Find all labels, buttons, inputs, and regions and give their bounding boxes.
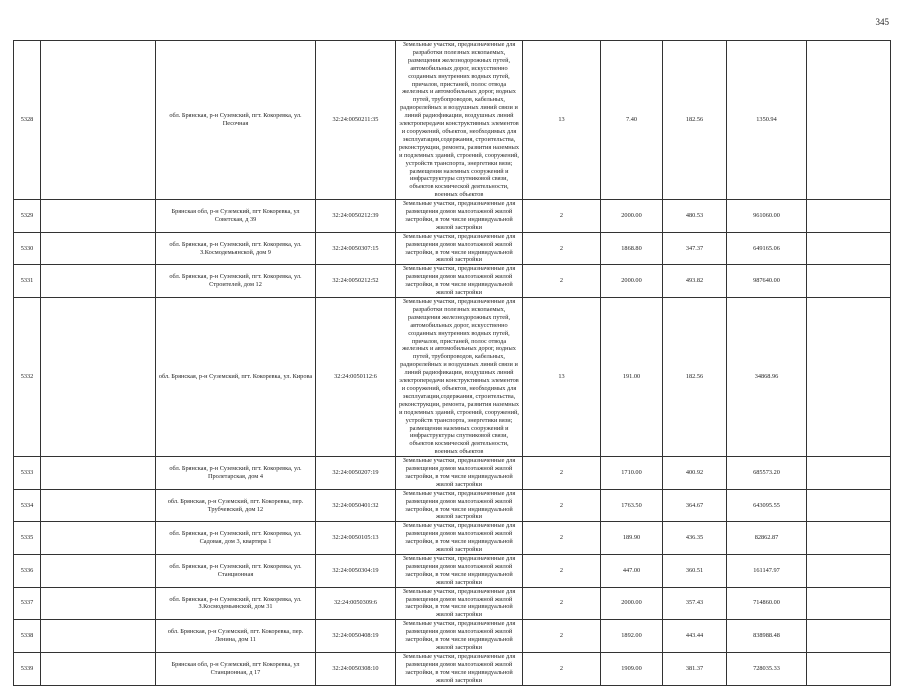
use-group-cell: 2 bbox=[523, 522, 601, 555]
blank-cell bbox=[41, 555, 156, 588]
address-cell: обл. Брянская, р-н Суземский, пгт. Кокоревка, пер. Трубчевский, дом 12 bbox=[156, 489, 316, 522]
parcel-number-cell: 5333 bbox=[14, 457, 41, 490]
blank-cell bbox=[41, 232, 156, 265]
cadastral-value-cell: 34868.96 bbox=[727, 298, 807, 457]
table-row bbox=[14, 587, 891, 620]
area-cell: 2000.00 bbox=[601, 587, 663, 620]
cadastral-number-cell: 32:24:0050212:52 bbox=[316, 265, 396, 298]
blank-cell bbox=[41, 298, 156, 457]
parcel-number-cell: 5334 bbox=[14, 489, 41, 522]
land-use-cell: Земельные участки, предназначенные для размещения домов малоэтажной жилой застройки, в том числе индивидуальной жилой застройки bbox=[396, 232, 523, 265]
cadastral-number-cell: 32:24:0050105:13 bbox=[316, 522, 396, 555]
cadastral-number-cell: 32:24:0050211:35 bbox=[316, 41, 396, 200]
specific-value-cell: 400.92 bbox=[663, 457, 727, 490]
parcel-number-cell: 5335 bbox=[14, 522, 41, 555]
area-cell: 1892.00 bbox=[601, 620, 663, 653]
cadastral-number-cell: 32:24:0050309:6 bbox=[316, 587, 396, 620]
address-cell: обл. Брянская, р-н Суземский, пгт. Кокоревка, ул. Песочная bbox=[156, 41, 316, 200]
land-registry-table bbox=[13, 40, 891, 686]
cadastral-value-cell: 643095.55 bbox=[727, 489, 807, 522]
specific-value-cell: 182.56 bbox=[663, 41, 727, 200]
land-use-cell: Земельные участки, предназначенные для размещения домов малоэтажной жилой застройки, в том числе индивидуальной жилой застройки bbox=[396, 620, 523, 653]
cadastral-number-cell: 32:24:0050307:15 bbox=[316, 232, 396, 265]
table-row bbox=[14, 41, 891, 200]
cadastral-number-cell: 32:24:0050212:39 bbox=[316, 200, 396, 233]
specific-value-cell: 347.37 bbox=[663, 232, 727, 265]
area-cell: 1710.00 bbox=[601, 457, 663, 490]
address-cell: Брянская обл, р-н Суземский, пгт Кокоревка, ул Станционная, д 17 bbox=[156, 652, 316, 685]
cadastral-value-cell: 987640.00 bbox=[727, 265, 807, 298]
area-cell: 1909.00 bbox=[601, 652, 663, 685]
land-use-cell: Земельные участки, предназначенные для размещения домов малоэтажной жилой застройки, в том числе индивидуальной жилой застройки bbox=[396, 522, 523, 555]
blank-cell bbox=[41, 620, 156, 653]
address-cell: обл. Брянская, р-н Суземский, пгт. Кокоревка, ул. Кирова bbox=[156, 298, 316, 457]
blank-cell bbox=[807, 457, 891, 490]
address-cell: обл. Брянская, р-н Суземский, пгт. Кокоревка, пер. Ленина, дом 11 bbox=[156, 620, 316, 653]
use-group-cell: 2 bbox=[523, 457, 601, 490]
blank-cell bbox=[807, 522, 891, 555]
table-row bbox=[14, 232, 891, 265]
specific-value-cell: 182.56 bbox=[663, 298, 727, 457]
cadastral-value-cell: 838988.48 bbox=[727, 620, 807, 653]
registry-body bbox=[14, 41, 891, 686]
area-cell: 2000.00 bbox=[601, 200, 663, 233]
cadastral-value-cell: 82862.87 bbox=[727, 522, 807, 555]
table-row bbox=[14, 457, 891, 490]
specific-value-cell: 364.67 bbox=[663, 489, 727, 522]
blank-cell bbox=[41, 652, 156, 685]
cadastral-value-cell: 161147.97 bbox=[727, 555, 807, 588]
table-row bbox=[14, 200, 891, 233]
blank-cell bbox=[41, 522, 156, 555]
blank-cell bbox=[41, 457, 156, 490]
cadastral-value-cell: 961060.00 bbox=[727, 200, 807, 233]
blank-cell bbox=[41, 489, 156, 522]
table-row bbox=[14, 652, 891, 685]
table-row bbox=[14, 620, 891, 653]
area-cell: 1868.80 bbox=[601, 232, 663, 265]
blank-cell bbox=[807, 41, 891, 200]
area-cell: 189.90 bbox=[601, 522, 663, 555]
blank-cell bbox=[807, 232, 891, 265]
blank-cell bbox=[41, 41, 156, 200]
land-use-cell: Земельные участки, предназначенные для размещения домов малоэтажной жилой застройки, в том числе индивидуальной жилой застройки bbox=[396, 457, 523, 490]
land-use-cell: Земельные участки, предназначенные для разработки полезных ископаемых, размещения железнодорожных путей, автомобильных дорог, искусственно созданных внутренних водных путей, причалов, пристаней, полос отвода железных и автомобильных дорог, водных путей, трубопроводов, кабельных, радиорелейных и воздушных линий связи и линий радиофикации, воздушных линий электропередачи конструктивных элементов и сооружений, объектов, необходимых для эксплуатации,содержания, строительства, реконструкции, ремонта, развития наземных и подземных зданий, строений, сооружений, устройств транспорта, энергетики вязи; размещения наземных сооружений и инфраструктуры спутниковой связи, объектов космической деятельности, военных объектов bbox=[396, 298, 523, 457]
use-group-cell: 2 bbox=[523, 620, 601, 653]
land-use-cell: Земельные участки, предназначенные для разработки полезных ископаемых, размещения железнодорожных путей, автомобильных дорог, искусственно созданных внутренних водных путей, причалов, пристаней, полос отвода железных и автомобильных дорог, водных путей, трубопроводов, кабельных, радиорелейных и воздушных линий связи и линий радиофикации, воздушных линий электропередачи конструктивных элементов и сооружений, объектов, необходимых для эксплуатации,содержания, строительства, реконструкции, ремонта, развития наземных и подземных зданий, строений, сооружений, устройств транспорта, энергетики вязи; размещения наземных сооружений и инфраструктуры спутниковой связи, объектов космической деятельности, военных объектов bbox=[396, 41, 523, 200]
use-group-cell: 2 bbox=[523, 232, 601, 265]
cadastral-value-cell: 728035.33 bbox=[727, 652, 807, 685]
address-cell: обл. Брянская, р-н Суземский, пгт. Кокоревка, ул. З.Космодемьянской, дом 9 bbox=[156, 232, 316, 265]
land-use-cell: Земельные участки, предназначенные для размещения домов малоэтажной жилой застройки, в том числе индивидуальной жилой застройки bbox=[396, 265, 523, 298]
use-group-cell: 2 bbox=[523, 200, 601, 233]
parcel-number-cell: 5330 bbox=[14, 232, 41, 265]
cadastral-value-cell: 714860.00 bbox=[727, 587, 807, 620]
cadastral-number-cell: 32:24:0050112:6 bbox=[316, 298, 396, 457]
cadastral-number-cell: 32:24:0050304:19 bbox=[316, 555, 396, 588]
table-row bbox=[14, 265, 891, 298]
address-cell: Брянская обл, р-н Суземский, пгт Кокоревка, ул Советская, д 39 bbox=[156, 200, 316, 233]
blank-cell bbox=[807, 652, 891, 685]
area-cell: 447.00 bbox=[601, 555, 663, 588]
parcel-number-cell: 5331 bbox=[14, 265, 41, 298]
area-cell: 7.40 bbox=[601, 41, 663, 200]
page-number: 345 bbox=[875, 17, 889, 27]
area-cell: 191.00 bbox=[601, 298, 663, 457]
table-row bbox=[14, 555, 891, 588]
blank-cell bbox=[41, 587, 156, 620]
blank-cell bbox=[807, 265, 891, 298]
area-cell: 1763.50 bbox=[601, 489, 663, 522]
blank-cell bbox=[807, 587, 891, 620]
address-cell: обл. Брянская, р-н Суземский, пгт. Кокоревка, ул. Станционная bbox=[156, 555, 316, 588]
land-use-cell: Земельные участки, предназначенные для размещения домов малоэтажной жилой застройки, в том числе индивидуальной жилой застройки bbox=[396, 489, 523, 522]
land-use-cell: Земельные участки, предназначенные для размещения домов малоэтажной жилой застройки, в том числе индивидуальной жилой застройки bbox=[396, 200, 523, 233]
parcel-number-cell: 5328 bbox=[14, 41, 41, 200]
blank-cell bbox=[807, 489, 891, 522]
table-row bbox=[14, 489, 891, 522]
use-group-cell: 13 bbox=[523, 298, 601, 457]
use-group-cell: 2 bbox=[523, 652, 601, 685]
parcel-number-cell: 5336 bbox=[14, 555, 41, 588]
use-group-cell: 2 bbox=[523, 555, 601, 588]
parcel-number-cell: 5337 bbox=[14, 587, 41, 620]
address-cell: обл. Брянская, р-н Суземский, пгт. Кокоревка, ул. Пролетарская, дом 4 bbox=[156, 457, 316, 490]
use-group-cell: 2 bbox=[523, 587, 601, 620]
cadastral-number-cell: 32:24:0050207:19 bbox=[316, 457, 396, 490]
specific-value-cell: 360.51 bbox=[663, 555, 727, 588]
cadastral-number-cell: 32:24:0050408:19 bbox=[316, 620, 396, 653]
blank-cell bbox=[807, 555, 891, 588]
blank-cell bbox=[807, 620, 891, 653]
specific-value-cell: 357.43 bbox=[663, 587, 727, 620]
table-row bbox=[14, 522, 891, 555]
cadastral-value-cell: 649165.06 bbox=[727, 232, 807, 265]
use-group-cell: 2 bbox=[523, 265, 601, 298]
area-cell: 2000.00 bbox=[601, 265, 663, 298]
blank-cell bbox=[807, 200, 891, 233]
specific-value-cell: 443.44 bbox=[663, 620, 727, 653]
specific-value-cell: 436.35 bbox=[663, 522, 727, 555]
land-use-cell: Земельные участки, предназначенные для размещения домов малоэтажной жилой застройки, в том числе индивидуальной жилой застройки bbox=[396, 587, 523, 620]
parcel-number-cell: 5329 bbox=[14, 200, 41, 233]
cadastral-number-cell: 32:24:0050308:10 bbox=[316, 652, 396, 685]
cadastral-number-cell: 32:24:0050401:32 bbox=[316, 489, 396, 522]
blank-cell bbox=[41, 200, 156, 233]
address-cell: обл. Брянская, р-н Суземский, пгт. Кокоревка, ул. Садовая, дом 3, квартира 1 bbox=[156, 522, 316, 555]
table-row bbox=[14, 298, 891, 457]
cadastral-value-cell: 1350.94 bbox=[727, 41, 807, 200]
specific-value-cell: 480.53 bbox=[663, 200, 727, 233]
parcel-number-cell: 5339 bbox=[14, 652, 41, 685]
blank-cell bbox=[807, 298, 891, 457]
parcel-number-cell: 5338 bbox=[14, 620, 41, 653]
blank-cell bbox=[41, 265, 156, 298]
land-use-cell: Земельные участки, предназначенные для размещения домов малоэтажной жилой застройки, в том числе индивидуальной жилой застройки bbox=[396, 652, 523, 685]
address-cell: обл. Брянская, р-н Суземский, пгт. Кокоревка, ул. З.Космодемьянской, дом 31 bbox=[156, 587, 316, 620]
land-use-cell: Земельные участки, предназначенные для размещения домов малоэтажной жилой застройки, в том числе индивидуальной жилой застройки bbox=[396, 555, 523, 588]
use-group-cell: 2 bbox=[523, 489, 601, 522]
cadastral-value-cell: 685573.20 bbox=[727, 457, 807, 490]
parcel-number-cell: 5332 bbox=[14, 298, 41, 457]
specific-value-cell: 381.37 bbox=[663, 652, 727, 685]
address-cell: обл. Брянская, р-н Суземский, пгт. Кокоревка, ул. Строителей, дом 12 bbox=[156, 265, 316, 298]
use-group-cell: 13 bbox=[523, 41, 601, 200]
specific-value-cell: 493.82 bbox=[663, 265, 727, 298]
